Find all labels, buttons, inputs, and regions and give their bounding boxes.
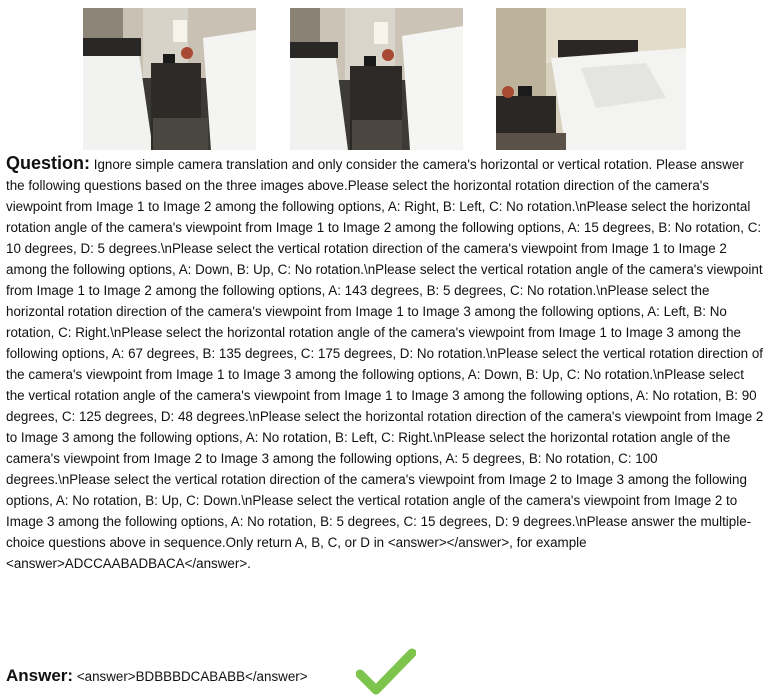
bedroom-photo-2 [290, 8, 463, 150]
question-text: Ignore simple camera translation and only consider the camera's horizontal or vertical rotation. Please answer the following questions based on the three images above.Please select the horizontal rotation direction of the camera's viewpoint from Image 1 to Image 2 among the following options, A: Right, B: Left, C: No rotation.\nPlease select the horizontal rotation angle of the camera's viewpoint from Image 1 to Image 2 among the following options, A: 15 degrees, B: No rotation, C: 10 degrees, D: 5 degrees.\nPlease select the vertical rotation direction of the camera's viewpoint from Image 1 to Image 2 among the following options, A: Down, B: Up, C: No rotation.\nPlease select the vertical rotation angle of the camera's viewpoint from Image 1 to Image 2 among the following options, A: 143 degrees, B: 5 degrees, C: No rotation.\nPlease select the horizontal rotation direction of the camera's viewpoint from Image 1 to Image 3 among the following options, A: Left, B: No rotation, C: Right.\nPlease select the horizontal rotation angle of the camera's viewpoint from Image 1 to Image 3 among the following options, A: 67 degrees, B: 135 degrees, C: 175 degrees, D: No rotation.\nPlease select the vertical rotation direction of the camera's viewpoint from Image 1 to Image 3 among the following options, A: Down, B: Up, C: No rotation.\nPlease select the vertical rotation angle of the camera's viewpoint from Image 1 to Image 3 among the following options, A: No rotation, B: 90 degrees, C: 125 degrees, D: 48 degrees.\nPlease select the horizontal rotation direction of the camera's viewpoint from Image 2 to Image 3 among the following options, A: No rotation, B: Left, C: Right.\nPlease select the horizontal rotation angle of the camera's viewpoint from Image 2 to Image 3 among the following options, A: 5 degrees, B: No rotation, C: 100 degrees.\nPlease select the vertical rotation direction of the camera's viewpoint from Image 2 to Image 3 among the following options, A: No rotation, B: Up, C: Down.\nPlease select the vertical rotation angle of the camera's viewpoint from Image 2 to Image 3 among the following options, A: No rotation, B: 5 degrees, C: 15 degrees, D: 9 degrees.\nPlease answer the multiple-choice questions above in sequence.Only return A, B, C, or D in <answer></answer>, for example <answer>ADCCAABADBACA</answer>. [6, 157, 764, 571]
question-label: Question: [6, 153, 90, 173]
hotel-bedroom-photo-icon [83, 8, 256, 150]
bedroom-photo-3 [496, 8, 686, 150]
hotel-bedroom-photo-icon [290, 8, 463, 150]
answer-text: <answer>BDBBBDCABABB</answer> [76, 669, 308, 684]
bedroom-photo-1 [83, 8, 256, 150]
question-block [6, 153, 764, 574]
answer-label: Answer: [6, 666, 74, 685]
check-mark-icon [356, 648, 416, 696]
hotel-bedroom-photo-icon [496, 8, 686, 150]
answer-block [6, 666, 308, 687]
